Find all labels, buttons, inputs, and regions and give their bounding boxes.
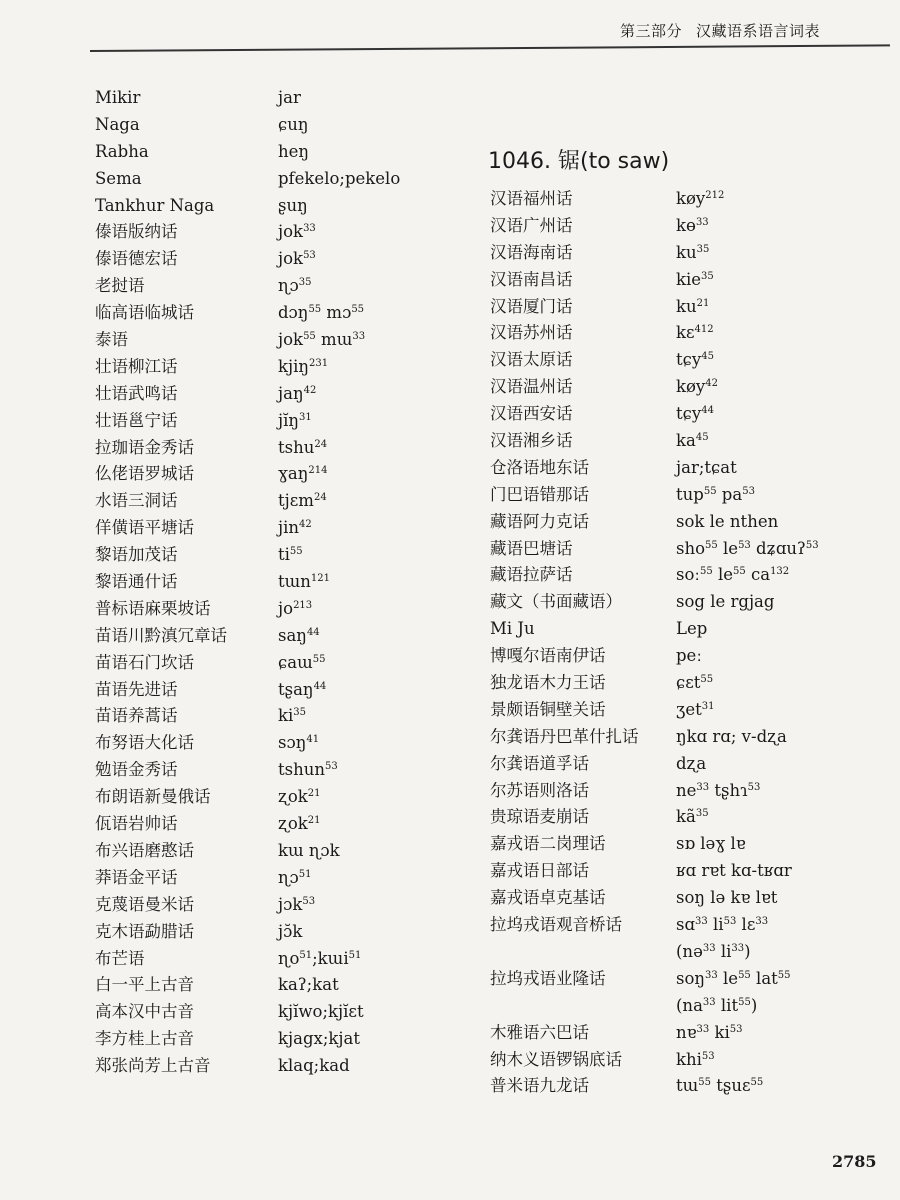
word-form: $ne^{33}$ tʂhɿ$^{53}$ [676,780,761,800]
word-form: ʐok$^{21}$ [278,814,321,834]
word-form: saŋ$^{44}$ [278,625,320,645]
header-part: 第三部分 [620,22,683,40]
language-name: 汉语西安话 [490,404,573,424]
language-name: 木雅语六巴话 [490,1022,589,1042]
language-name: 苗语先进话 [95,679,178,699]
word-form: jaŋ$^{42}$ [278,383,317,403]
entry-row [95,1053,435,1080]
entry-row [490,186,890,213]
word-form: sog le rgjag [676,592,775,612]
entry-row [95,488,435,515]
entry-row [95,246,435,273]
entry-row [95,300,435,327]
word-form: $ka^{45}$ [676,431,709,451]
entry-row [490,939,890,966]
entry-row [490,993,890,1020]
entry-row [95,542,435,569]
language-name: 汉语太原话 [490,350,573,370]
language-name: 门巴语错那话 [490,484,589,504]
entry-row [490,724,890,751]
word-form: kie$^{35}$ [676,269,714,289]
word-form: klaq;kad [278,1056,350,1076]
word-form: $ku^{21}$ [676,296,710,316]
entry-row [490,347,890,374]
entry-row [490,213,890,240]
language-name: 尔龚语道孚话 [490,753,589,773]
word-form: kjiŋ$^{231}$ [278,356,329,376]
entry-row [490,562,890,589]
entry-row [490,536,890,563]
word-form: kjagx;kjat [278,1029,360,1049]
language-name: 郑张尚芳上古音 [95,1056,211,1076]
word-form: peː [676,646,702,666]
language-name: 藏语巴塘话 [490,538,573,558]
language-name: 拉坞戎语观音桥话 [490,915,622,935]
word-form: tɯ$^{55}$ tʂuɛ$^{55}$ [676,1076,764,1096]
word-form: tɯn$^{121}$ [278,572,330,592]
language-name: Rabha [95,141,149,161]
entry-row [95,784,435,811]
word-form: ɣaŋ$^{214}$ [278,464,328,484]
entry-row [490,320,890,347]
page-number: 2785 [832,1152,877,1171]
word-form: tshun$^{53}$ [278,760,338,780]
language-name: 佤语岩帅话 [95,814,178,834]
word-form: køy$^{42}$ [676,377,718,397]
word-form: ʒet$^{31}$ [676,699,715,719]
word-form: kɵ$^{33}$ [676,215,709,235]
entry-row [490,455,890,482]
language-name: Mi Ju [490,619,535,639]
word-form: ɕaɯ$^{55}$ [278,652,326,672]
language-name: 白一平上古音 [95,975,194,995]
word-form: sɔŋ$^{41}$ [278,733,320,753]
entry-row [490,240,890,267]
entry-row [95,946,435,973]
entry-row [95,972,435,999]
language-name: 水语三洞话 [95,491,178,511]
word-form: ɕɛt$^{55}$ [676,673,714,693]
word-form: dɔŋ$^{55}$ mɔ$^{55}$ [278,303,365,323]
entry-row [95,703,435,730]
language-name: 苗语川黔滇冗章话 [95,625,227,645]
language-name: 壮语邕宁话 [95,410,178,430]
entry-row [490,751,890,778]
entry-row [95,730,435,757]
word-form: tʂaŋ$^{44}$ [278,679,327,699]
entry-row [95,811,435,838]
entry-row [490,804,890,831]
word-form: pfekelo;pekelo [278,168,401,188]
language-name: 贵琼语麦崩话 [490,807,589,827]
entry-row [490,294,890,321]
word-form: dʐa [676,753,707,773]
language-name: Naga [95,114,140,134]
language-name: 布朗语新曼俄话 [95,787,211,807]
word-form: $ti^{55}$ [278,545,303,565]
header-rule [90,44,890,52]
word-form: kɛ$^{412}$ [676,323,714,343]
word-form: jɔk$^{53}$ [278,894,316,914]
language-name: 壮语武鸣话 [95,383,178,403]
entry-row [95,865,435,892]
entry-row [490,1020,890,1047]
word-form: tshu$^{24}$ [278,437,328,457]
word-form: jĭŋ$^{31}$ [278,410,312,430]
section-heading [488,144,669,175]
word-form: ɳɔ$^{35}$ [278,276,312,296]
entry-row [95,435,435,462]
word-form: khi$^{53}$ [676,1049,715,1069]
word-form: sɑ$^{33}$ $li^{53}$ lɛ$^{33}$ [676,915,769,935]
language-name: 汉语福州话 [490,189,573,208]
entry-row [490,697,890,724]
language-name: 李方桂上古音 [95,1029,194,1049]
entry-row [95,757,435,784]
word-form: soŋ$^{33}$ $le^{55}$ lat$^{55}$ [676,968,791,988]
section-title: 锯(to saw) [557,149,670,174]
entry-row [95,354,435,381]
word-form: kaʔ;kat [278,975,339,995]
entry-row [490,374,890,401]
language-name: 布芒语 [95,948,145,968]
language-name: 傣语版纳话 [95,222,178,242]
entry-row [95,139,435,166]
word-form: ($na^{33}$ lit$^{55}$) [676,995,758,1015]
entry-row [490,428,890,455]
language-name: 高本汉中古音 [95,1002,194,1022]
entry-row [490,1073,890,1100]
entry-row [490,912,890,939]
word-form: jok$^{53}$ [278,249,316,269]
language-name: 汉语广州话 [490,215,573,235]
entry-row [490,966,890,993]
word-form: ɕuŋ [278,114,309,134]
entry-row [95,1026,435,1053]
entry-row [490,267,890,294]
word-form: ʐok$^{21}$ [278,787,321,807]
language-name: 嘉戎语二岗理话 [490,834,606,854]
word-form: $ki^{35}$ [278,706,307,726]
word-form: jok$^{55}$ mɯ$^{33}$ [278,330,366,350]
section-number: 1046. [488,149,551,174]
word-form: jɔ̆k [278,921,303,941]
language-name: 汉语海南话 [490,242,573,262]
word-form: (nə$^{33}$ $li^{33}$) [676,941,751,961]
word-form: tɕy$^{44}$ [676,404,714,424]
entry-row [490,778,890,805]
language-name: 纳木义语锣锅底话 [490,1049,622,1069]
language-name: 老挝语 [95,276,145,296]
language-name: 勉语金秀话 [95,760,178,780]
word-form: ŋkɑ rɑ; v-dʐa [676,726,787,746]
word-form: heŋ [278,141,310,161]
language-name: 博嘎尔语南伊话 [490,646,606,666]
entry-row [490,670,890,697]
word-form: kjĭwo;kjĭɛt [278,1002,364,1022]
language-name: 苗语养蒿话 [95,706,178,726]
entry-row [95,569,435,596]
language-name: 嘉戎语日部话 [490,861,589,881]
language-name: 泰语 [95,330,128,350]
word-form: $kã^{35}$ [676,807,709,827]
language-name: 独龙语木力王话 [490,673,606,693]
entry-row [490,643,890,670]
word-form: sho$^{55}$ $le^{53}$ dʑɑuʔ$^{53}$ [676,538,819,558]
entry-row [95,461,435,488]
language-name: 汉语温州话 [490,377,573,397]
word-form: ɳɔ$^{51}$ [278,867,312,887]
entry-row [95,327,435,354]
entry-row [490,482,890,509]
header-title: 汉藏语系语言词表 [696,22,821,40]
language-name: 嘉戎语卓克基话 [490,888,606,908]
word-form: tjɛm$^{24}$ [278,491,327,511]
entry-row [490,616,890,643]
entry-row [95,892,435,919]
language-name: Sema [95,168,142,188]
word-form: sok le nthen [676,511,779,531]
word-form: kɯ ɳɔk [278,840,340,860]
word-form: tɕy$^{45}$ [676,350,714,370]
word-form: sɒ ləɣ lɐ [676,834,746,854]
language-name: 藏语阿力克话 [490,511,589,531]
language-name: 藏语拉萨话 [490,565,573,585]
language-name: 苗语石门坎话 [95,652,194,672]
language-name: 克木语勐腊话 [95,921,194,941]
language-name: 普标语麻栗坡话 [95,598,211,618]
language-name: Mikir [95,88,141,107]
entry-row [490,1047,890,1074]
word-form: jin$^{42}$ [278,518,312,538]
language-name: 布努语大化话 [95,733,194,753]
language-name: 克蔑语曼米话 [95,894,194,914]
entry-row [95,166,435,193]
right-column [490,186,890,1100]
word-form: køy$^{212}$ [676,189,725,208]
language-name: 仫佬语罗城话 [95,464,194,484]
entry-row [490,831,890,858]
entry-row [95,381,435,408]
word-form: jok$^{33}$ [278,222,316,242]
running-header [620,20,890,41]
entry-row [95,193,435,220]
language-name: 壮语柳江话 [95,356,178,376]
entry-row [95,515,435,542]
language-name: 仓洛语地东话 [490,457,589,477]
word-form: ʁɑ rɐt kɑ-tʁɑr [676,861,792,881]
word-form: $jo^{213}$ [278,598,313,618]
language-name: 佯僙语平塘话 [95,518,194,538]
entry-row [95,650,435,677]
entry-row [490,885,890,912]
entry-row [95,273,435,300]
language-name: 汉语湘乡话 [490,431,573,451]
language-name: 景颇语铜壁关话 [490,699,606,719]
language-name: 汉语厦门话 [490,296,573,316]
language-name: 临高语临城话 [95,303,194,323]
entry-row [95,112,435,139]
language-name: 拉坞戎语业隆话 [490,968,606,988]
entry-row [95,596,435,623]
entry-row [95,838,435,865]
language-name: 黎语加茂话 [95,545,178,565]
word-form: ɳo$^{51}$;kɯi$^{51}$ [278,948,362,968]
language-name: 尔龚语丹巴革什扎话 [490,726,639,746]
language-name: 普米语九龙话 [490,1076,589,1096]
word-form: soː$^{55}$ $le^{55}$ $ca^{132}$ [676,565,790,585]
word-form: jar;tɕat [676,457,737,477]
language-name: 傣语德宏话 [95,249,178,269]
entry-row [95,85,435,112]
language-name: 莽语金平话 [95,867,178,887]
entry-row [95,999,435,1026]
entry-row [490,858,890,885]
entry-row [95,219,435,246]
language-name: 黎语通什话 [95,572,178,592]
left-column [95,85,435,1080]
word-form: jar [278,88,301,107]
word-form: ʂuŋ [278,195,308,215]
language-name: Tankhur Naga [95,195,215,215]
language-name: 藏文（书面藏语） [490,592,622,612]
language-name: 汉语苏州话 [490,323,573,343]
entry-row [95,408,435,435]
language-name: 汉语南昌话 [490,269,573,289]
entry-row [95,919,435,946]
entry-row [490,589,890,616]
word-form: Lep [676,619,708,639]
word-form: tup$^{55}$ $pa^{53}$ [676,484,755,504]
entry-row [490,509,890,536]
word-form: $ku^{35}$ [676,242,710,262]
entry-row [490,401,890,428]
language-name: 拉珈语金秀话 [95,437,194,457]
word-form: nɐ$^{33}$ $ki^{53}$ [676,1022,743,1042]
language-name: 尔苏语则洛话 [490,780,589,800]
language-name: 布兴语磨憨话 [95,840,194,860]
word-form: soŋ lə kɐ lɐt [676,888,778,908]
entry-row [95,623,435,650]
entry-row [95,677,435,704]
